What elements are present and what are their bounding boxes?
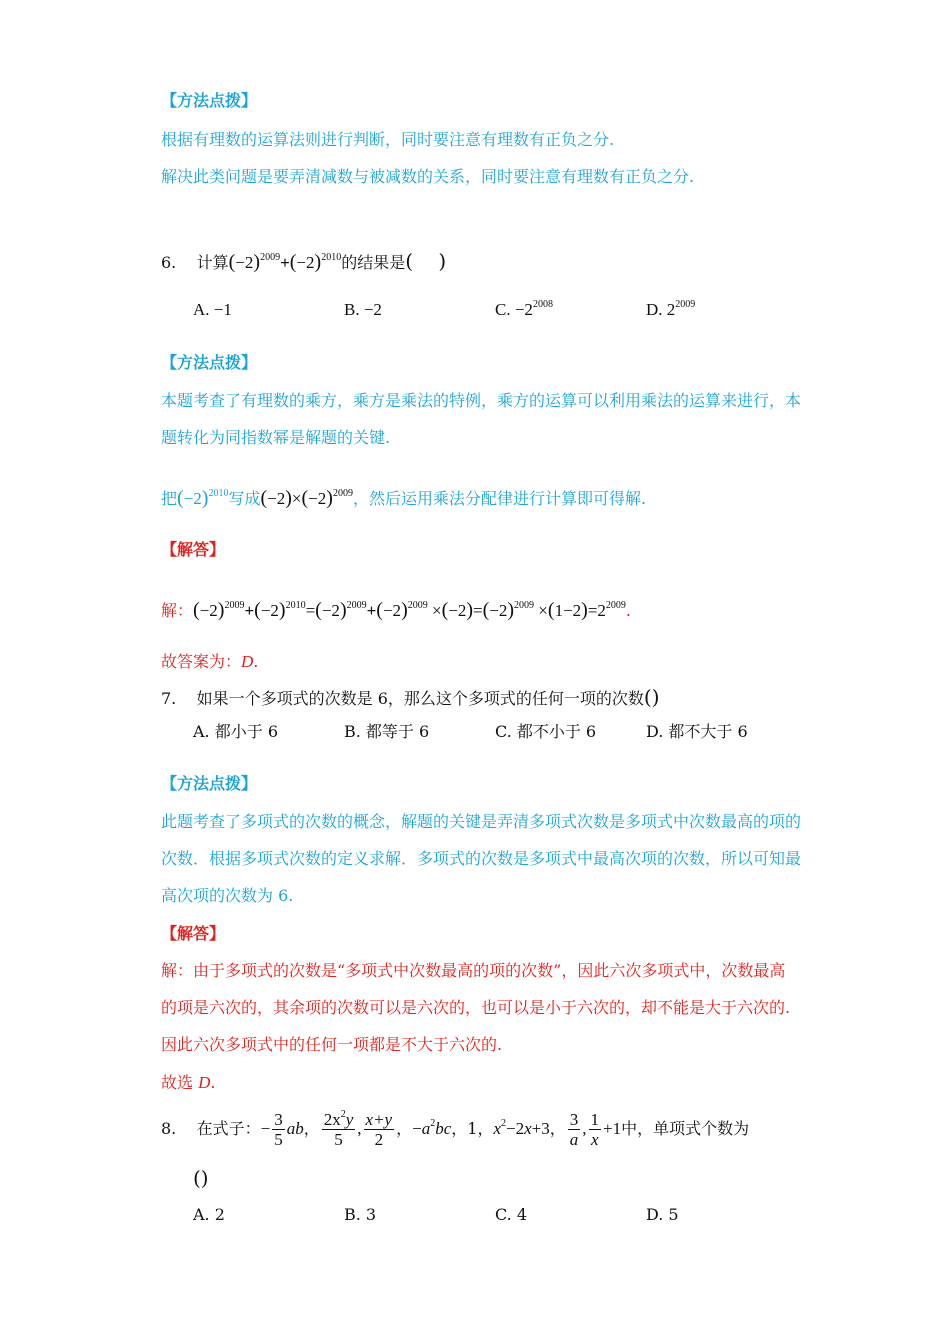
tip-text: 本题考查了有理数的乘方，乘方是乘法的特例，乘方的运算可以利用乘法的运算来进行，本 bbox=[161, 391, 802, 410]
fraction: $\frac{1}{x}$ bbox=[590, 1110, 600, 1149]
tip-text: 高次项的次数为 6. bbox=[161, 886, 294, 905]
tip-text: 次数．根据多项式次数的定义求解．多项式的次数是多项式中最高次项的次数，所以可知最 bbox=[161, 849, 802, 868]
option-c[interactable]: C. 都不小于 6 bbox=[495, 722, 597, 741]
option-a[interactable]: A. 2 bbox=[193, 1205, 225, 1224]
tips-heading: 【方法点拨】 bbox=[161, 353, 258, 372]
option-b[interactable]: B. −2 bbox=[344, 300, 382, 319]
question-text: 在式子： bbox=[196, 1119, 261, 1138]
option-c[interactable]: C. $-2^{2008}$ bbox=[495, 299, 553, 319]
tip-text: 此题考查了多项式的次数的概念，解题的关键是弄清多项式次数是多项式中次数最高的项的 bbox=[161, 812, 802, 831]
solution-text: 的项是六次的，其余项的次数可以是六次的，也可以是小于六次的，却不能是大于六次的. bbox=[161, 998, 791, 1017]
option-a[interactable]: A. −1 bbox=[193, 300, 232, 319]
solution-text: 解：由于多项式的次数是“多项式中次数最高的项的次数”，因此六次多项式中，次数最高 bbox=[161, 961, 786, 980]
tip-text: 题转化为同指数幂是解题的关键. bbox=[161, 428, 391, 447]
option-c[interactable]: C. 4 bbox=[495, 1205, 528, 1224]
tip-text: 根据有理数的运算法则进行判断，同时要注意有理数有正负之分. bbox=[161, 130, 615, 149]
question-text: 如果一个多项式的次数是 6，那么这个多项式的任何一项的次数 bbox=[196, 689, 644, 708]
tip-text: 把$(-2)^{2010}$写成$(-2)\times(-2)^{2009}$，然后运用乘法分配律进行计算即可得解. bbox=[161, 487, 647, 509]
option-a[interactable]: A. 都小于 6 bbox=[193, 722, 278, 741]
answer-heading: 【解答】 bbox=[161, 540, 226, 559]
option-b[interactable]: B. 都等于 6 bbox=[344, 722, 430, 741]
fraction: $\frac{2x^2y}{5}$ bbox=[323, 1109, 354, 1149]
answer-paren: () bbox=[193, 1166, 209, 1190]
tips-heading: 【方法点拨】 bbox=[161, 774, 258, 793]
fraction: $\frac{3}{a}$ bbox=[569, 1110, 579, 1149]
question-text: 计算 bbox=[196, 253, 229, 272]
option-d[interactable]: D. 都不大于 6 bbox=[646, 722, 748, 741]
question-8: 8. 在式子：− $\frac{3}{5}$ ab， $\frac{2x^2y}{5}$ , $\frac{x+y}{2}$ ，$-a^2bc$，1，$x^2-2x+3$， $\frac{3}{a}$ , $\frac{1}{x}$ +1中，单项式个数为 bbox=[161, 1109, 750, 1149]
question-6: 6. 计算$(-2)^{2009}+(-2)^{2010}$的结果是( ) bbox=[161, 249, 447, 273]
tips-heading: 【方法点拨】 bbox=[161, 91, 258, 110]
question-7: 7. 如果一个多项式的次数是 6，那么这个多项式的任何一项的次数() bbox=[161, 685, 660, 709]
option-b[interactable]: B. 3 bbox=[344, 1205, 377, 1224]
conclusion: 故选 D. bbox=[161, 1073, 216, 1092]
solution-line: 解：$(-2)^{2009}+(-2)^{2010}=(-2)^{2009}+(-2)^{2009} \times(-2)=(-2)^{2009} \times(1-2)=2^{2009}$. bbox=[161, 599, 632, 621]
option-d[interactable]: D. $2^{2009}$ bbox=[646, 299, 696, 319]
conclusion: 故答案为：D. bbox=[161, 652, 259, 671]
answer-heading: 【解答】 bbox=[161, 924, 226, 943]
solution-text: 因此六次多项式中的任何一项都是不大于六次的. bbox=[161, 1035, 503, 1054]
tip-text: 解决此类问题是要弄清减数与被减数的关系，同时要注意有理数有正负之分. bbox=[161, 167, 695, 186]
question-number: 7. bbox=[161, 689, 177, 708]
question-number: 8. bbox=[161, 1119, 177, 1138]
option-d[interactable]: D. 5 bbox=[646, 1205, 679, 1224]
fraction: $\frac{3}{5}$ bbox=[274, 1110, 283, 1149]
question-number: 6. bbox=[161, 253, 177, 272]
fraction: $\frac{x+y}{2}$ bbox=[365, 1110, 393, 1149]
